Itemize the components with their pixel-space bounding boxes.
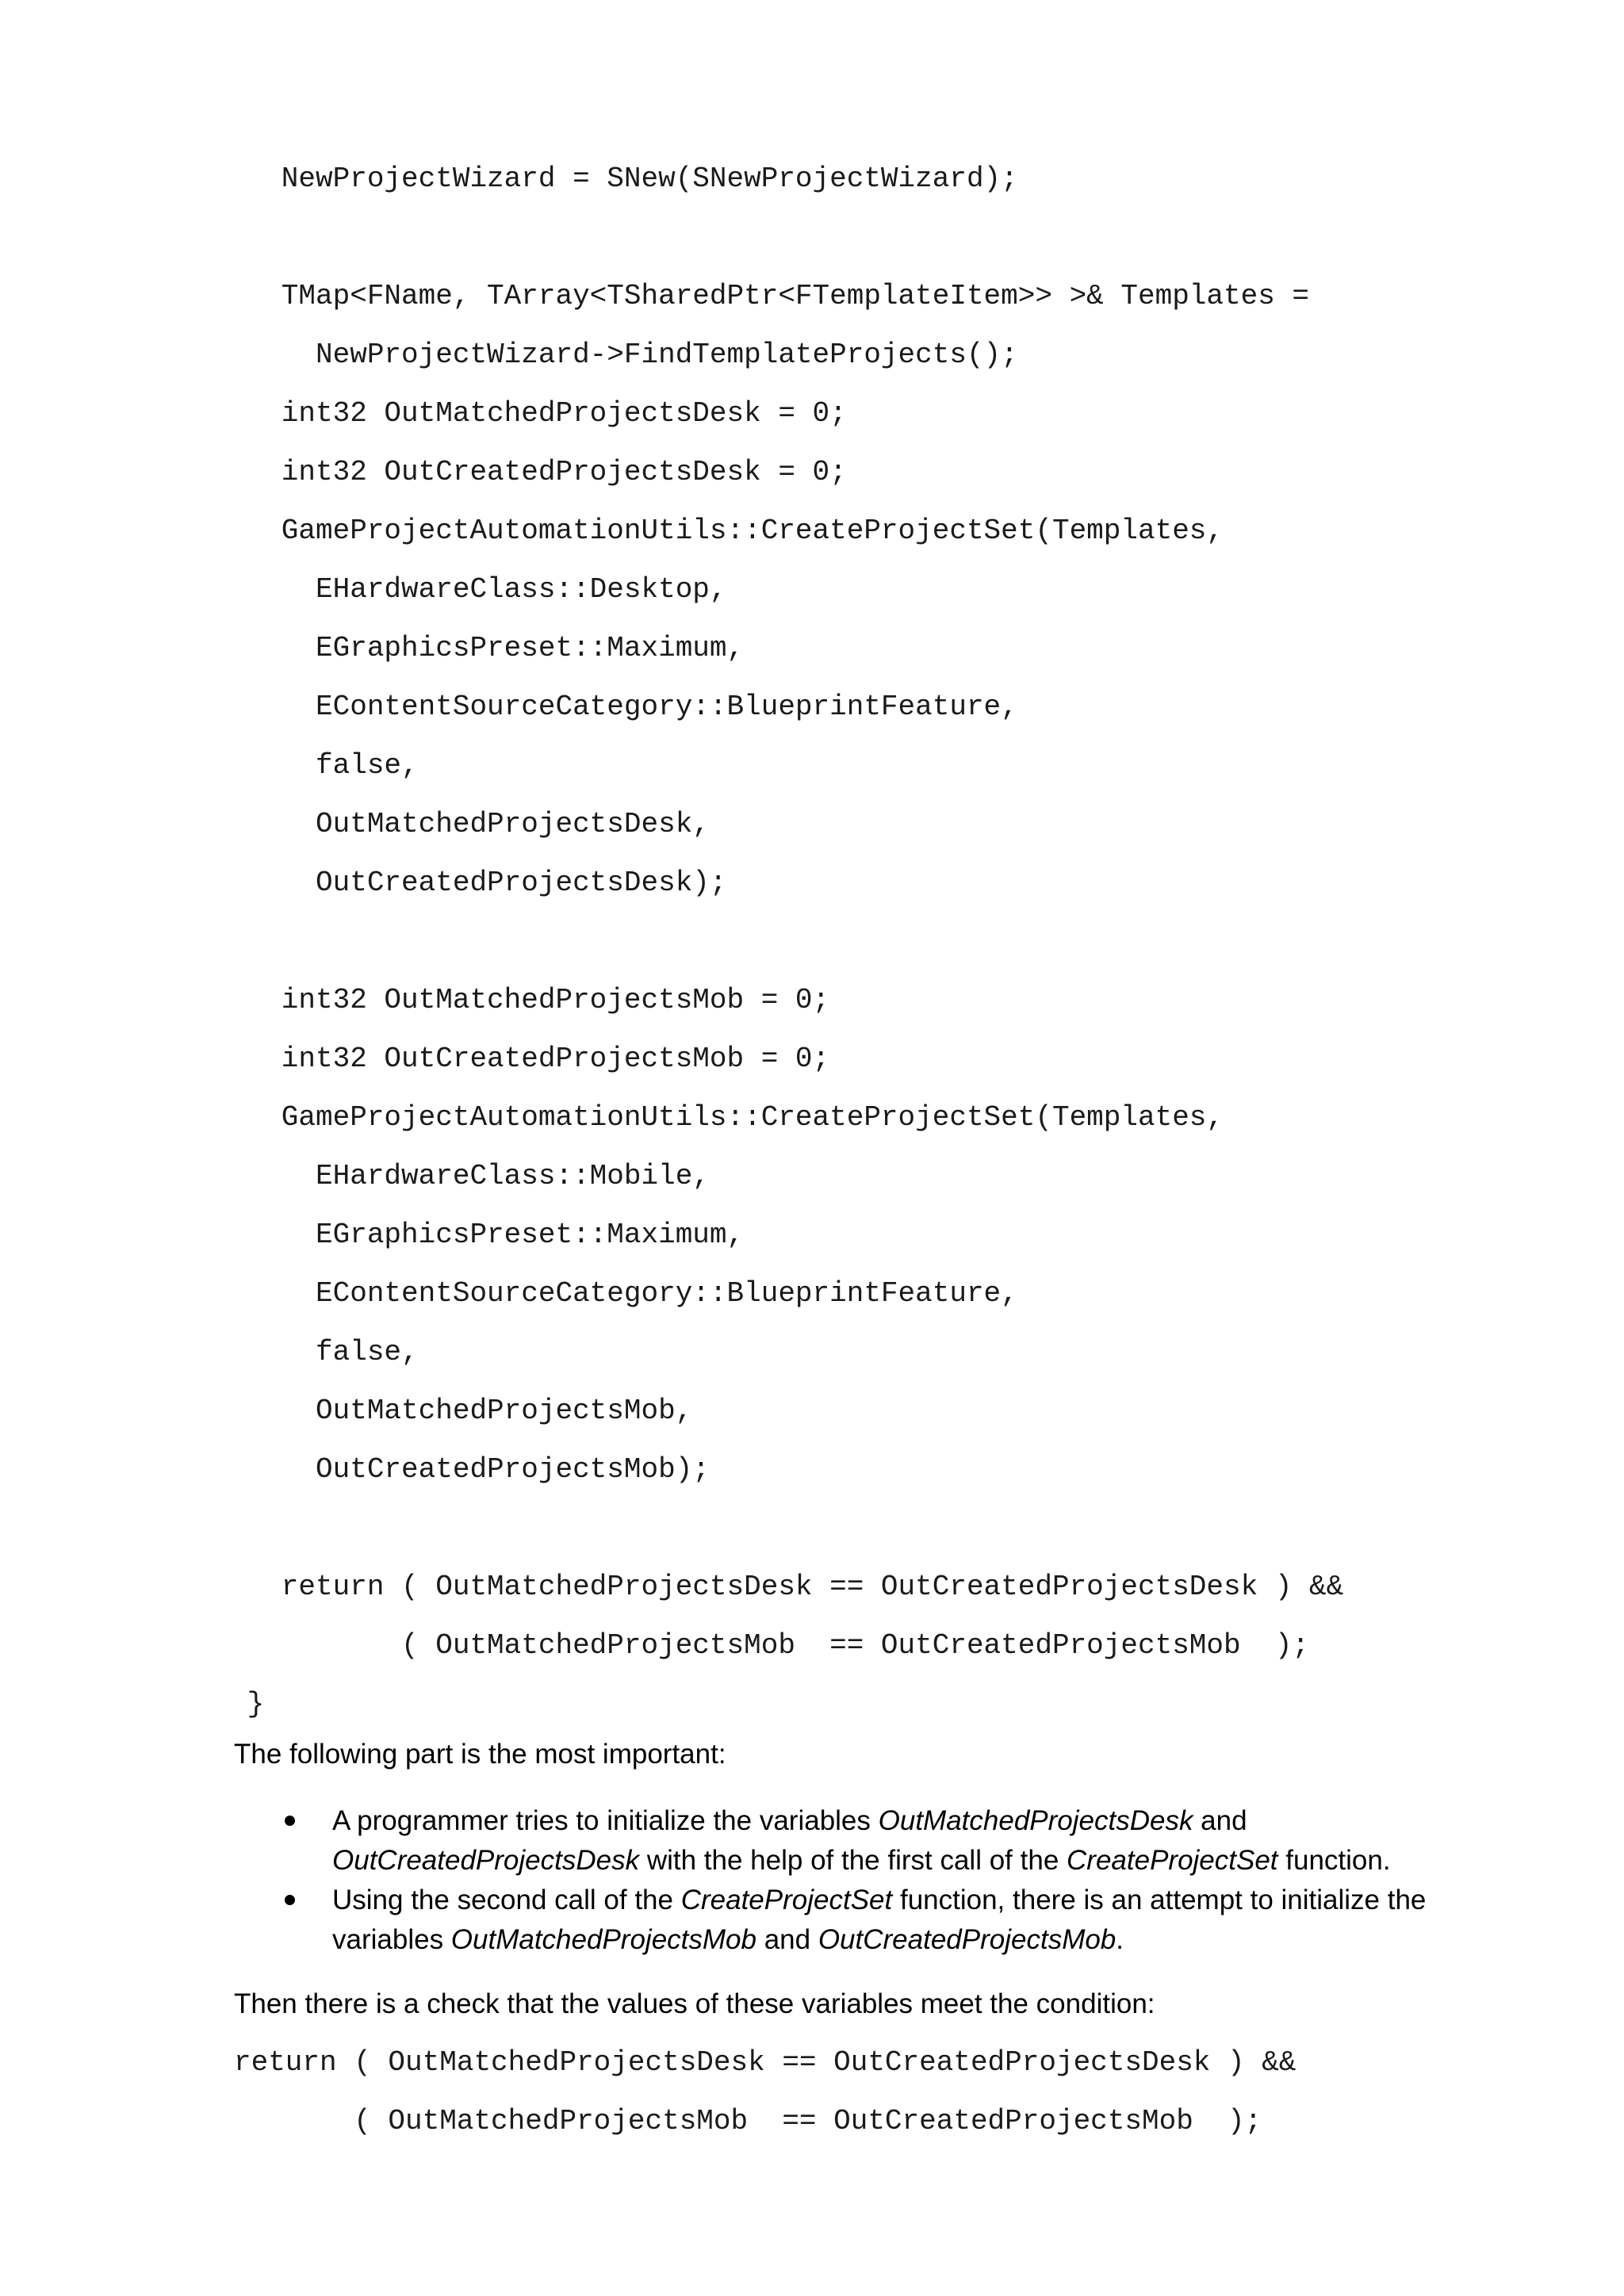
code-line: OutCreatedProjectsDesk); — [230, 867, 727, 899]
code-line: NewProjectWizard->FindTemplateProjects(); — [230, 339, 1018, 371]
code-line: false, — [230, 1336, 419, 1368]
code-line: } — [230, 1688, 265, 1720]
code-line: OutMatchedProjectsMob, — [230, 1395, 693, 1427]
code-line: NewProjectWizard = SNew(SNewProjectWizard); — [230, 163, 1018, 195]
italic-term: OutCreatedProjectsMob — [818, 1924, 1116, 1955]
code-line: OutMatchedProjectsDesk, — [230, 808, 710, 840]
code-line — [230, 209, 1343, 267]
code-line: false, — [230, 749, 419, 782]
code-line: EHardwareClass::Mobile, — [230, 1160, 710, 1192]
bullet-text: with the help of the first call of the — [639, 1845, 1067, 1876]
code-line — [230, 1499, 1343, 1558]
bullet-text: function, there is an attempt to initialize the variables — [332, 1885, 1427, 1955]
code-line: GameProjectAutomationUtils::CreateProjectSet(Templates, — [230, 1101, 1224, 1134]
code-line: return ( OutMatchedProjectsDesk == OutCreatedProjectsDesk ) && — [230, 1571, 1344, 1603]
check-paragraph: Then there is a check that the values of these variables meet the condition: — [234, 1988, 1155, 2019]
bullet-item — [234, 1881, 1471, 1960]
italic-term: OutMatchedProjectsMob — [450, 1924, 756, 1955]
code-line: int32 OutMatchedProjectsDesk = 0; — [230, 397, 847, 430]
code-block-create-project-sets — [230, 150, 1343, 1734]
code-line: ( OutMatchedProjectsMob == OutCreatedProjectsMob ); — [230, 1629, 1310, 1662]
bullet-list — [234, 1801, 1471, 1960]
code-line: int32 OutMatchedProjectsMob = 0; — [230, 984, 830, 1016]
code-block-return-condition — [234, 2034, 1296, 2151]
italic-term: CreateProjectSet — [1067, 1845, 1278, 1876]
bullet-text: function. — [1277, 1845, 1391, 1876]
italic-term: OutMatchedProjectsDesk — [878, 1805, 1193, 1836]
bullet-text: Using the second call of the — [332, 1885, 681, 1915]
code-line: OutCreatedProjectsMob); — [230, 1453, 710, 1486]
bullet-dot-icon — [285, 1816, 295, 1826]
bullet-text: and — [1193, 1805, 1247, 1836]
code-line: return ( OutMatchedProjectsDesk == OutCreatedProjectsDesk ) && — [234, 2046, 1297, 2079]
code-line: int32 OutCreatedProjectsMob = 0; — [230, 1043, 830, 1075]
bullet-dot-icon — [285, 1895, 295, 1905]
italic-term: OutCreatedProjectsDesk — [332, 1845, 640, 1876]
bullet-item — [234, 1801, 1471, 1881]
code-line: EContentSourceCategory::BlueprintFeature, — [230, 691, 1018, 723]
intro-paragraph: The following part is the most important: — [234, 1739, 726, 1770]
code-line: GameProjectAutomationUtils::CreateProjectSet(Templates, — [230, 515, 1224, 547]
bullet-text: . — [1116, 1924, 1124, 1955]
bullet-text: and — [756, 1924, 818, 1955]
code-line: EGraphicsPreset::Maximum, — [230, 1219, 745, 1251]
italic-term: CreateProjectSet — [680, 1885, 893, 1915]
code-line: TMap<FName, TArray<TSharedPtr<FTemplateItem>> >& Templates = — [230, 280, 1310, 312]
code-line: int32 OutCreatedProjectsDesk = 0; — [230, 456, 847, 488]
code-line: EHardwareClass::Desktop, — [230, 573, 727, 606]
code-line: EContentSourceCategory::BlueprintFeature, — [230, 1277, 1018, 1310]
code-line — [230, 913, 1343, 971]
bullet-text: A programmer tries to initialize the variables — [332, 1805, 879, 1836]
code-line: EGraphicsPreset::Maximum, — [230, 632, 745, 664]
code-line: ( OutMatchedProjectsMob == OutCreatedProjectsMob ); — [234, 2105, 1262, 2137]
